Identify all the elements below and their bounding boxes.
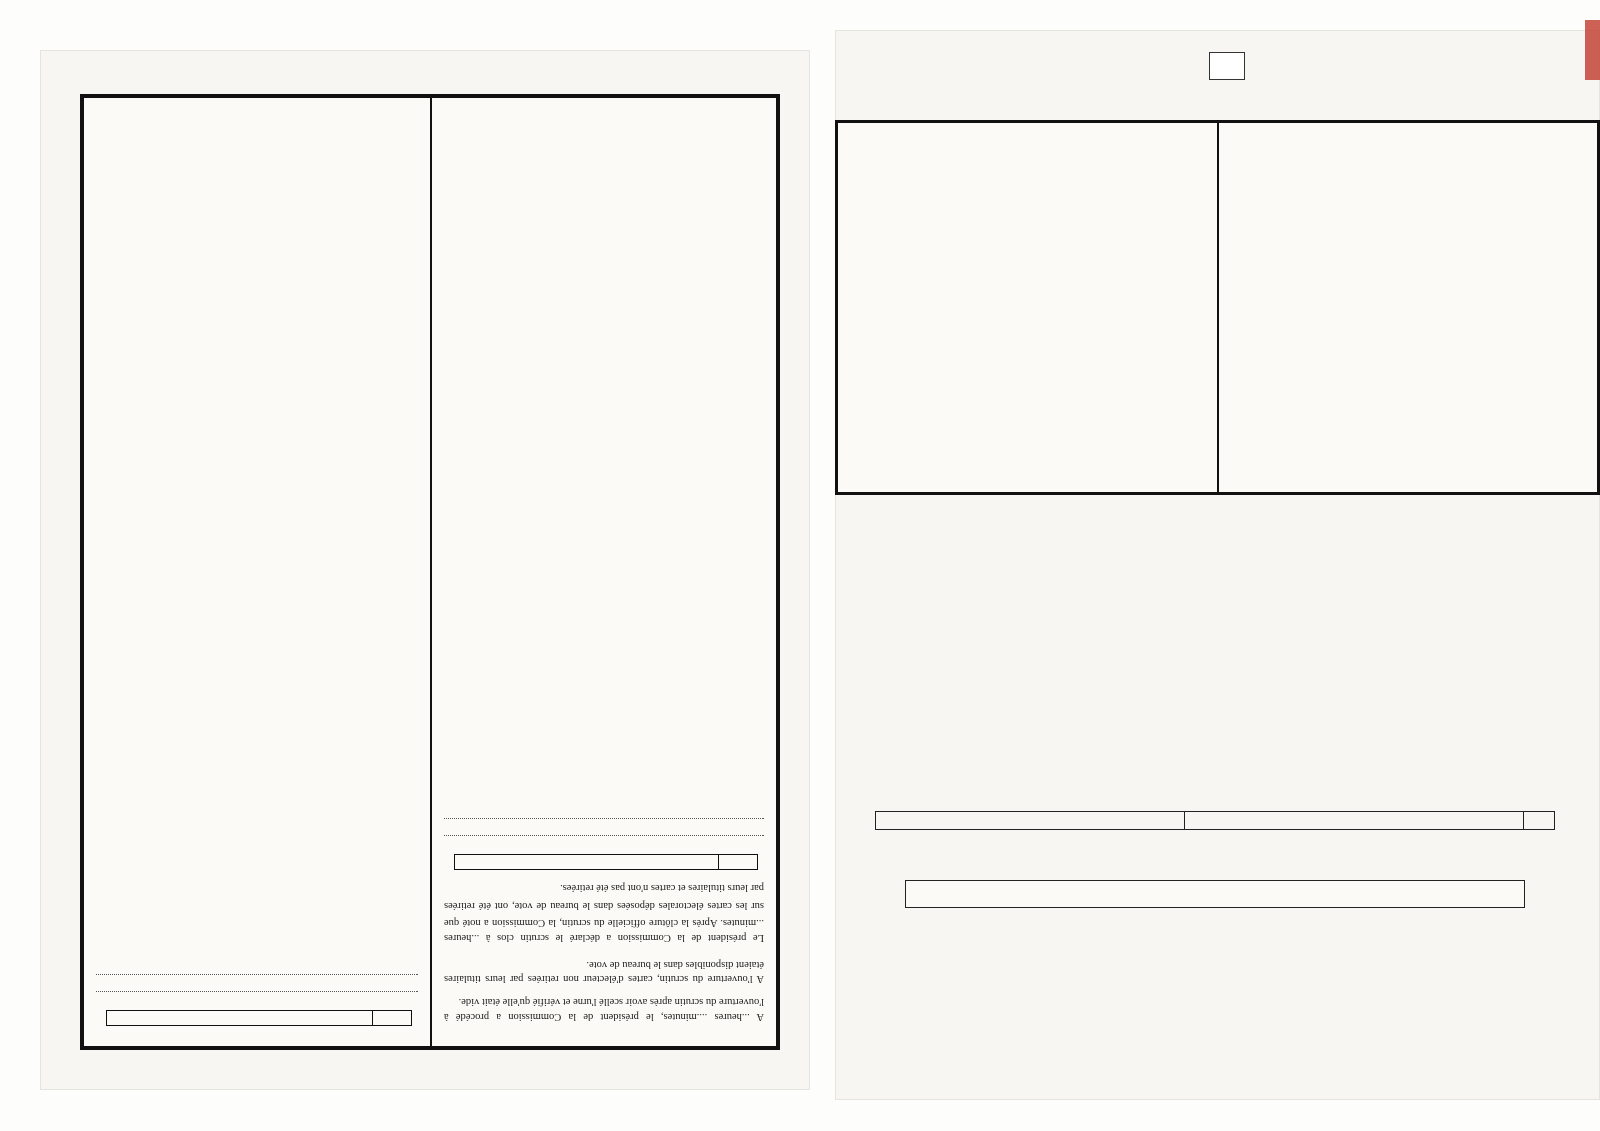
col-header-no [719, 854, 758, 869]
page-number [1209, 52, 1245, 80]
edge-mark [1585, 20, 1600, 80]
conduct-fr-column [1218, 123, 1598, 492]
left-page-content [40, 50, 810, 1090]
col-header-fullname [1185, 812, 1524, 830]
conduct-en-column [838, 123, 1218, 492]
col-header-name [455, 854, 719, 869]
blank-line [444, 818, 764, 831]
conduct-frame [835, 120, 1600, 495]
scrutineers-table-en [106, 1010, 412, 1026]
right-page-content [835, 30, 1600, 1100]
left-page [40, 50, 810, 1090]
blank-line [444, 835, 764, 848]
blank-line [96, 991, 418, 1004]
col-header-name [107, 1011, 373, 1026]
right-page [835, 30, 1600, 1100]
col-header-representative [876, 812, 1185, 830]
blank-line [96, 974, 418, 987]
form-frame [80, 94, 780, 1050]
scanner-watermark [12, 820, 42, 1070]
secretary-name-box [905, 880, 1525, 908]
representatives-table [875, 811, 1555, 830]
french-column: A ...heures ....minutes, le président de la Commission a procédé à l'ouverture du scrutin après avoir scellé l'urne et vérifié qu'elle était vide. A l'ouverture du scrutin, cartes d'électeur non retirées par leurs titulaires étaient disponibles dans le bureau de vote. Le président de la Commission a déclaré le scrutin clos à ...heures ...minutes. Après la clôture officielle du scrutin, la Commission a noté que sur les cartes électorales déposées dans le bureau de vote, ont été retirées par leurs titulaires et cartes n'ont pas été retirées. [430, 98, 776, 1046]
col-header-no [373, 1011, 412, 1026]
scrutineers-table-fr [454, 854, 758, 870]
english-column [84, 98, 430, 1046]
